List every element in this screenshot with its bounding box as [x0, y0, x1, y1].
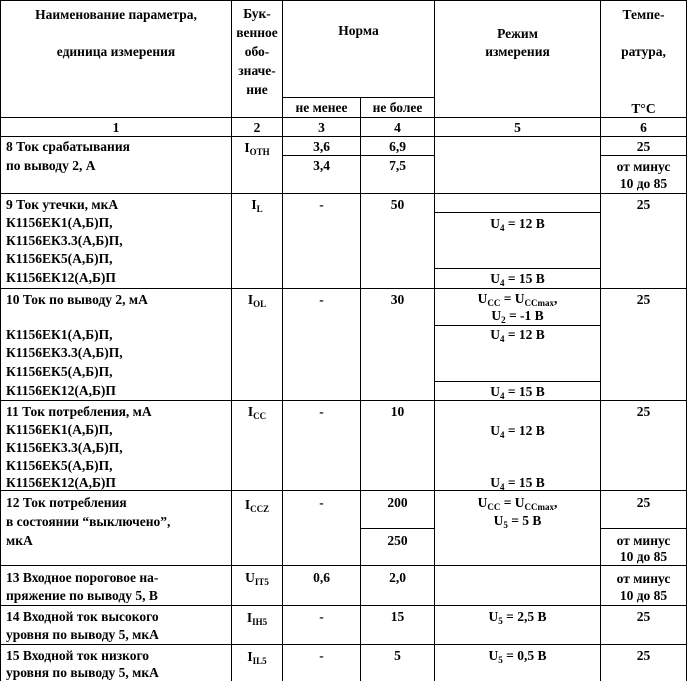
table-border	[0, 605, 687, 606]
row-11-min: -	[319, 404, 324, 419]
header-letter-line: Бук-	[243, 6, 271, 21]
header-letter-line: ние	[246, 82, 268, 97]
row-9-name: 9 Ток утечки, мкА	[6, 197, 119, 212]
row-12-mode: $U_{CC} = U_{CCmax}$,	[477, 495, 558, 512]
row-9-name: К1156ЕК5(А,Б)П,	[6, 251, 113, 266]
table-border	[434, 268, 601, 269]
row-8-name: по выводу 2, А	[6, 158, 96, 173]
row-9-name: К1156ЕК3.3(А,Б)П,	[6, 233, 123, 248]
row-10-mode: $U_{CC} = U_{CCmax}$,	[477, 291, 558, 308]
row-13-name: пряжение по выводу 5, В	[6, 588, 158, 603]
row-11-name: 11 Ток потребления, мА	[6, 404, 152, 419]
row-8-temp: 10 до 85	[619, 176, 668, 191]
column-number: 1	[112, 120, 120, 135]
column-number: 5	[514, 120, 521, 135]
row-10-name: К1156ЕК3.3(А,Б)П,	[6, 345, 123, 360]
row-9-temp: 25	[636, 197, 651, 212]
row-11-symbol: $I_{CC}$	[247, 404, 267, 421]
row-15-name: уровня по выводу 5, мкА	[6, 665, 159, 680]
row-14-temp: 25	[636, 609, 651, 624]
row-8-symbol: $I_{OTH}$	[244, 140, 270, 157]
column-number: 6	[640, 120, 647, 135]
row-10-temp: 25	[636, 292, 651, 307]
table-border	[0, 117, 687, 118]
row-9-symbol: $I_L$	[251, 197, 263, 214]
row-10-mode: $U_4 = 15$ В	[490, 384, 545, 401]
row-10-mode: $U_2 = -1$ В	[491, 308, 544, 325]
table-border	[0, 0, 687, 1]
row-10-mode: $U_4 = 12$ В	[490, 327, 545, 344]
row-14-mode: $U_5 = 2,5$ В	[488, 609, 547, 626]
row-12-temp: от минус	[616, 533, 671, 548]
header-temp-line3: T°C	[631, 101, 656, 116]
row-8-temp: 25	[636, 139, 651, 154]
row-10-min: -	[319, 292, 324, 307]
table-border	[282, 155, 435, 156]
table-border	[686, 0, 687, 681]
table-border	[0, 136, 687, 137]
row-12-max: 200	[387, 495, 408, 510]
row-8-max: 7,5	[389, 158, 406, 173]
row-12-temp: 25	[636, 495, 651, 510]
row-14-min: -	[319, 609, 324, 624]
row-11-temp: 25	[636, 404, 651, 419]
row-15-max: 5	[394, 648, 401, 663]
row-13-max: 2,0	[389, 570, 406, 585]
row-15-symbol: $I_{IL5}$	[247, 649, 267, 666]
row-15-min: -	[319, 648, 324, 663]
row-13-min: 0,6	[313, 570, 330, 585]
header-mode-line2: измерения	[485, 44, 550, 59]
table-border	[282, 97, 435, 98]
table-border	[0, 193, 687, 194]
row-10-name: 10 Ток по выводу 2, мА	[6, 292, 148, 307]
row-10-symbol: $I_{OL}$	[247, 292, 267, 309]
row-14-name: 14 Входной ток высокого	[6, 609, 159, 624]
row-12-min: -	[319, 495, 324, 510]
row-14-symbol: $I_{IH5}$	[246, 610, 268, 627]
table-border	[360, 528, 435, 529]
row-8-min: 3,6	[313, 139, 330, 154]
row-9-name: К1156ЕК1(А,Б)П,	[6, 215, 113, 230]
column-number: 3	[318, 120, 325, 135]
header-param-line1: Наименование параметра,	[35, 7, 197, 22]
header-norm-max: не более	[372, 100, 423, 115]
table-border	[0, 565, 687, 566]
row-8-min: 3,4	[313, 158, 330, 173]
row-12-mode: $U_5 = 5$ В	[493, 513, 542, 530]
table-border	[0, 644, 687, 645]
row-9-mode: $U_4 = 12$ В	[490, 216, 545, 233]
row-11-mode: $U_4 = 15$ В	[490, 475, 545, 492]
row-13-symbol: $U_{IT5}$	[245, 570, 269, 587]
header-temp-line2: ратура,	[621, 44, 666, 59]
header-letter-line: значе-	[238, 63, 276, 78]
row-9-max: 50	[390, 197, 405, 212]
row-12-max: 250	[387, 533, 408, 548]
row-11-name: К1156ЕК12(А,Б)П	[6, 475, 116, 490]
header-mode-line1: Режим	[497, 26, 538, 41]
row-11-max: 10	[390, 404, 405, 419]
header-temp-line1: Темпе-	[622, 7, 665, 22]
table-border	[434, 212, 601, 213]
row-13-temp: 10 до 85	[619, 588, 668, 603]
row-12-name: 12 Ток потребления	[6, 495, 127, 510]
row-9-name: К1156ЕК12(А,Б)П	[6, 270, 116, 285]
row-13-temp: от минус	[616, 571, 671, 586]
row-11-mode: $U_4 = 12$ В	[490, 423, 545, 440]
row-12-name: мкА	[6, 533, 33, 548]
row-10-name: К1156ЕК1(А,Б)П,	[6, 327, 113, 342]
header-norm-min: не менее	[295, 100, 348, 115]
row-15-name: 15 Входной ток низкого	[6, 648, 150, 663]
row-13-name: 13 Входное пороговое на-	[6, 570, 159, 585]
header-param-line2: единица измерения	[56, 44, 176, 59]
row-15-mode: $U_5 = 0,5$ В	[488, 648, 547, 665]
header-letter-line: венное	[236, 25, 278, 40]
header-norm: Норма	[338, 23, 379, 38]
row-8-name: 8 Ток срабатывания	[6, 139, 130, 154]
row-12-temp: 10 до 85	[619, 549, 668, 564]
table-border	[600, 528, 687, 529]
row-9-mode: $U_4 = 15$ В	[490, 271, 545, 288]
table-border	[600, 155, 687, 156]
row-9-min: -	[319, 197, 324, 212]
row-12-name: в состоянии “выключено”,	[6, 514, 171, 529]
row-14-name: уровня по выводу 5, мкА	[6, 627, 159, 642]
row-11-name: К1156ЕК5(А,Б)П,	[6, 458, 113, 473]
row-10-name: К1156ЕК12(А,Б)П	[6, 383, 116, 398]
row-14-max: 15	[390, 609, 405, 624]
table-border	[0, 0, 1, 681]
table-border	[360, 97, 361, 681]
row-10-name: К1156ЕК5(А,Б)П,	[6, 364, 113, 379]
row-15-temp: 25	[636, 648, 651, 663]
column-number: 2	[253, 120, 261, 135]
row-11-name: К1156ЕК3.3(А,Б)П,	[6, 440, 123, 455]
column-number: 4	[394, 120, 401, 135]
row-12-symbol: $I_{CCZ}$	[244, 497, 270, 514]
row-8-temp: от минус	[616, 159, 671, 174]
header-letter-line: обо-	[244, 44, 270, 59]
row-11-name: К1156ЕК1(А,Б)П,	[6, 422, 113, 437]
row-8-max: 6,9	[389, 139, 406, 154]
table-border	[434, 381, 601, 382]
row-10-max: 30	[390, 292, 405, 307]
